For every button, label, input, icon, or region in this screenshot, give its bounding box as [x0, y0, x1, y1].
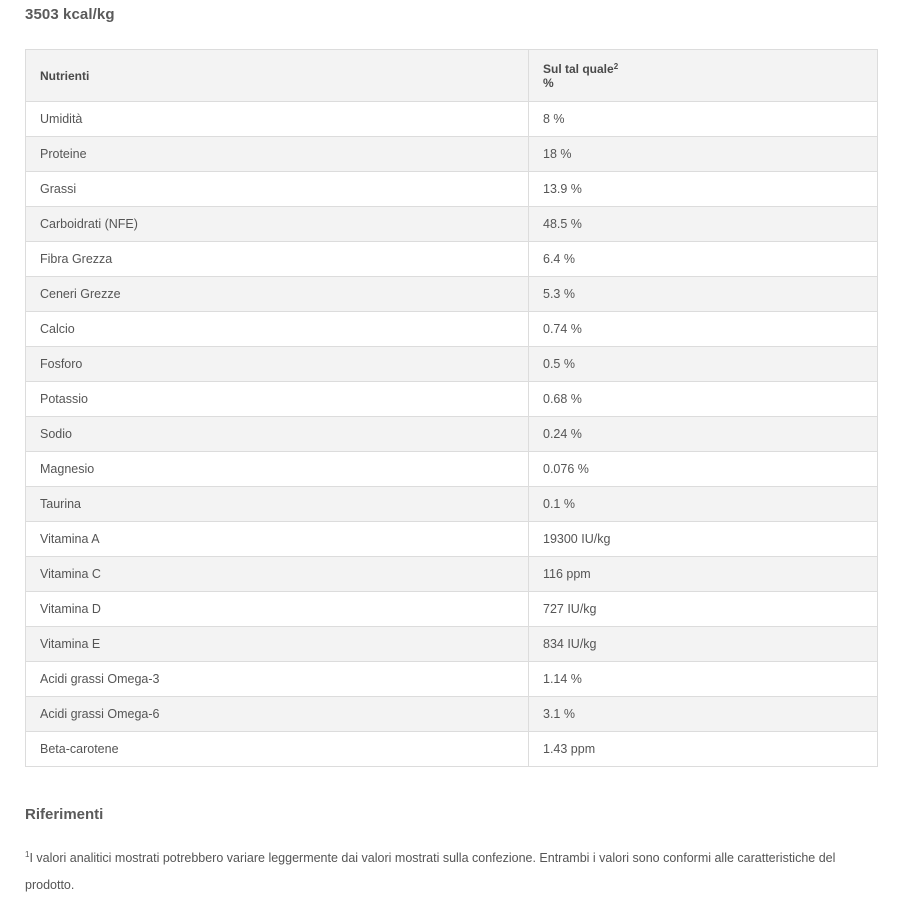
nutrient-value: 1.14 % — [529, 662, 878, 697]
nutrient-value: 8 % — [529, 102, 878, 137]
nutrient-name: Acidi grassi Omega-6 — [26, 697, 529, 732]
nutrient-value: 116 ppm — [529, 557, 878, 592]
nutrient-name: Carboidrati (NFE) — [26, 207, 529, 242]
nutrient-value: 0.74 % — [529, 312, 878, 347]
table-row — [26, 382, 878, 417]
table-row — [26, 207, 878, 242]
nutrient-name: Acidi grassi Omega-3 — [26, 662, 529, 697]
nutrient-name: Magnesio — [26, 452, 529, 487]
nutrient-name: Vitamina E — [26, 627, 529, 662]
nutrient-name: Sodio — [26, 417, 529, 452]
nutrient-name: Vitamina C — [26, 557, 529, 592]
nutrient-value: 727 IU/kg — [529, 592, 878, 627]
nutrient-name: Fibra Grezza — [26, 242, 529, 277]
header-value-label — [543, 62, 863, 76]
header-value-unit: % — [543, 75, 554, 90]
nutrient-name: Grassi — [26, 172, 529, 207]
footnote-text: I valori analitici mostrati potrebbero variare leggermente dai valori mostrati sulla confezione. Entrambi i valori sono conformi alle caratteristiche del prodotto. — [25, 851, 836, 892]
table-row — [26, 697, 878, 732]
nutrient-value: 48.5 % — [529, 207, 878, 242]
header-value-text: Sul tal quale — [543, 61, 614, 76]
nutrient-value: 6.4 % — [529, 242, 878, 277]
footnote-number: 1 — [25, 850, 30, 859]
table-row — [26, 557, 878, 592]
nutrient-value: 19300 IU/kg — [529, 522, 878, 557]
nutrient-value: 0.5 % — [529, 347, 878, 382]
nutrient-name: Proteine — [26, 137, 529, 172]
nutrient-name: Taurina — [26, 487, 529, 522]
footnote-marker: 2 — [613, 61, 619, 71]
nutrient-value: 1.43 ppm — [529, 732, 878, 767]
table-row — [26, 592, 878, 627]
nutrient-name: Potassio — [26, 382, 529, 417]
nutrients-table — [25, 49, 878, 767]
nutrient-value: 5.3 % — [529, 277, 878, 312]
table-row — [26, 172, 878, 207]
nutrient-name: Calcio — [26, 312, 529, 347]
table-header-row — [26, 50, 878, 102]
table-row — [26, 732, 878, 767]
table-row — [26, 347, 878, 382]
nutrient-name: Fosforo — [26, 347, 529, 382]
table-row — [26, 277, 878, 312]
nutrient-value: 0.24 % — [529, 417, 878, 452]
table-row — [26, 662, 878, 697]
nutrient-name: Ceneri Grezze — [26, 277, 529, 312]
nutrient-name: Vitamina A — [26, 522, 529, 557]
nutrient-value: 834 IU/kg — [529, 627, 878, 662]
header-value — [529, 50, 878, 102]
nutrient-value: 18 % — [529, 137, 878, 172]
table-row — [26, 487, 878, 522]
nutrient-value: 13.9 % — [529, 172, 878, 207]
nutrient-name: Umidità — [26, 102, 529, 137]
table-row — [26, 137, 878, 172]
nutrient-value: 0.076 % — [529, 452, 878, 487]
nutrient-value: 0.68 % — [529, 382, 878, 417]
table-row — [26, 452, 878, 487]
references-note — [25, 845, 875, 899]
nutrient-name: Vitamina D — [26, 592, 529, 627]
nutrient-value: 3.1 % — [529, 697, 878, 732]
table-row — [26, 522, 878, 557]
table-row — [26, 627, 878, 662]
references-title: Riferimenti — [25, 806, 104, 823]
header-nutrient: Nutrienti — [26, 50, 529, 102]
table-row — [26, 102, 878, 137]
table-row — [26, 417, 878, 452]
nutrient-value: 0.1 % — [529, 487, 878, 522]
energy-value: 3503 kcal/kg — [25, 6, 115, 23]
table-row — [26, 312, 878, 347]
table-row — [26, 242, 878, 277]
nutrient-name: Beta-carotene — [26, 732, 529, 767]
